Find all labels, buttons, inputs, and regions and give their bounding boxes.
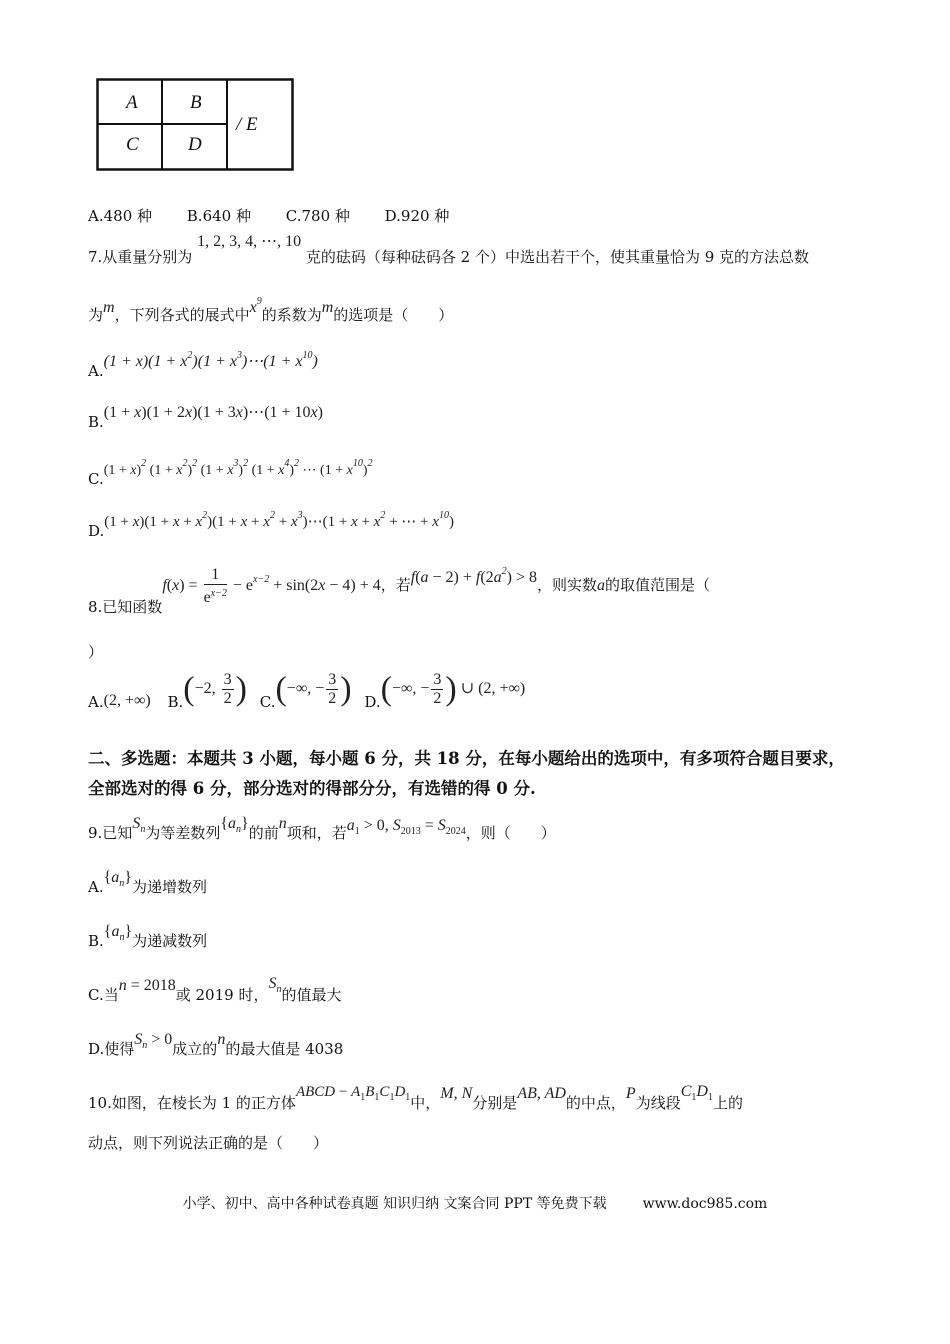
- q8-option-a-label: A.: [88, 692, 104, 711]
- q7-option-c: [88, 458, 373, 488]
- q7-weights: 1, 2, 3, 4, ⋯, 10: [197, 233, 302, 250]
- q7-text-expand: ，下列各式的展式中: [114, 306, 250, 324]
- q7-option-a: [88, 350, 318, 380]
- q8-option-b-expr: (−2, $\frac{3}{2}$ ): [183, 670, 247, 707]
- q9-text-2: 的前: [248, 824, 279, 842]
- q7-option-b: [88, 402, 323, 431]
- q10-AB-AD: AB, AD: [517, 1085, 566, 1102]
- q7-option-d-expr: $(1 + x)(1 + x + x^2)(1 + x + x^2$ + $x^3)\cdots(1 + x + x^2$ + ⋯ + $x^{10}$): [104, 510, 454, 530]
- q9-option-a-set: $\{a_n\}$: [103, 869, 132, 889]
- q7-stem-line1: [88, 233, 810, 267]
- q9-option-d-n: n: [217, 1031, 226, 1048]
- q8-option-d-expr: (−∞, − $\frac{3}{2}$ ) ∪ (2, +∞): [380, 670, 526, 707]
- q7-option-c-expr: $(1 + x)^2$ $(1 + x^2)^2$ $(1 + x^3)^2$ $(1 + x^4)^2$ ⋯ $(1 + x^{10})^2$: [103, 458, 373, 478]
- q9-option-b-label: B.: [88, 932, 104, 950]
- page-footer: [0, 1193, 950, 1213]
- q9-option-a: [88, 869, 207, 899]
- q9-option-a-text: 为递增数列: [131, 878, 207, 896]
- q8-var-a: a: [597, 577, 606, 595]
- q7-var-x: x: [249, 299, 257, 316]
- q8-function-expr: f(x) = $\frac{1}{e^{x-2}}$ − $e^{x-2} + \sin(2x - 4) + 4$: [162, 566, 381, 606]
- q8-stem: [88, 566, 711, 617]
- q9-option-b-set: $\{a_n\}$: [103, 923, 133, 943]
- q9-option-d: [88, 1031, 344, 1061]
- q8-option-a-expr: (2, +∞): [103, 691, 151, 709]
- q10-P: P: [625, 1085, 636, 1102]
- q9-option-c-Sn: $S_n$: [268, 975, 282, 995]
- q7-stem-line2: [88, 296, 454, 325]
- q6-option-a: A.480 种: [88, 207, 152, 225]
- q8-tail2: 的取值范围是（: [605, 576, 711, 595]
- q9-option-c-pre: C.当: [88, 986, 119, 1004]
- figure-cell-b: B: [190, 92, 202, 113]
- q9-prefix: 9.已知: [88, 824, 133, 842]
- q9-stem: [88, 815, 556, 845]
- q9-option-d-pre: D.使得: [88, 1040, 135, 1058]
- q9-option-c-end: 的值最大: [281, 986, 342, 1004]
- q8-option-c-expr: (−∞, − $\frac{3}{2}$ ): [275, 670, 352, 707]
- q10-text-2: 分别是: [472, 1094, 518, 1112]
- q10-MN: M, N: [440, 1085, 473, 1102]
- q7-text-coef: 的系数为: [261, 306, 322, 324]
- q9-option-d-end: 的最大值是 4038: [225, 1040, 344, 1058]
- q7-option-b-label: B.: [88, 413, 104, 431]
- figure-cell-e: / E: [236, 114, 258, 135]
- q7-exp9: 9: [256, 296, 262, 307]
- q10-cube: ABCD − $A_1B_1C_1D_1$: [295, 1084, 411, 1103]
- q8-tail: ，则实数: [537, 576, 598, 595]
- q9-text-4: ，则（ ）: [465, 824, 556, 842]
- q9-Sn: $S_n$: [132, 815, 146, 835]
- q9-option-c-expr: n = 2018: [118, 977, 176, 994]
- figure-cell-a: A: [126, 92, 138, 113]
- q6-option-d: D.920 种: [384, 207, 450, 225]
- q10-prefix: 10.如图，在棱长为 1 的正方体: [88, 1094, 296, 1112]
- q9-option-a-label: A.: [88, 878, 104, 896]
- figure-cell-c: C: [126, 134, 139, 155]
- q9-var-n: n: [278, 815, 287, 832]
- q7-stem-mid: 克的砝码（每种砝码各 2 个）中选出若干个，使其重量恰为 9 克的方法总数: [305, 248, 810, 266]
- q10-text-5: 上的: [712, 1094, 743, 1112]
- q9-option-d-expr: $S_n > 0$: [134, 1031, 173, 1051]
- q10-text-3: 的中点，: [565, 1094, 626, 1112]
- q9-option-d-mid: 成立的: [172, 1040, 218, 1058]
- q9-option-c: [88, 975, 342, 1007]
- q7-text-tail: 的选项是（ ）: [333, 306, 454, 324]
- q6-options: [88, 205, 449, 226]
- q9-text-1: 为等差数列: [145, 824, 221, 842]
- q7-option-a-expr: $(1 + x)(1 + x^2)(1$ + $x^3)\cdots(1 + x^{10})$: [103, 350, 318, 370]
- q7-option-d-label: D.: [88, 522, 105, 540]
- figure-cell-d: D: [188, 134, 202, 155]
- q7-prefix: 7.从重量分别为: [88, 248, 193, 266]
- q7-text-wei: 为: [88, 306, 104, 324]
- q8-close: ）: [88, 643, 104, 661]
- q7-option-d: [88, 510, 454, 540]
- q9-option-b: [88, 923, 208, 953]
- q10-C1D1: $C_1D_1$: [680, 1083, 713, 1103]
- q6-option-c: C.780 种: [285, 207, 350, 225]
- q10-text-1: 中，: [410, 1094, 441, 1112]
- q6-option-b: B.640 种: [186, 207, 251, 225]
- q9-option-b-text: 为递减数列: [132, 932, 208, 950]
- q8-prefix: 8.已知函数: [88, 598, 163, 617]
- q8-option-b-label: B.: [167, 692, 184, 711]
- footer-url[interactable]: www.doc985.com: [642, 1196, 768, 1212]
- q8-option-c-label: C.: [259, 692, 276, 711]
- q9-option-c-mid: 或 2019 时，: [175, 986, 269, 1004]
- q7-option-a-label: A.: [88, 362, 104, 380]
- q9-an-set: $\{a_n\}$: [220, 815, 249, 835]
- q10-stem-line1: [88, 1083, 743, 1115]
- q10-text-4: 为线段: [635, 1094, 681, 1112]
- q8-condition: $f(a - 2) + f(2a^2) > 8$: [410, 566, 538, 587]
- q8-cond-text: ，若: [380, 576, 411, 595]
- q8-options: [88, 670, 526, 711]
- section-2-heading: 二、多选题：本题共 3 小题，每小题 6 分，共 18 分，在每小题给出的选项中，有多项符合题目要求，全部选对的得 6 分，部分选对的得部分分，有选错的得 0 分.: [88, 749, 845, 798]
- q7-option-b-expr: (1 + x)(1 + 2x)(1 + 3x)⋯(1 + 10x): [103, 404, 323, 421]
- q7-var-m: m: [103, 299, 115, 316]
- footer-text: 小学、初中、高中各种试卷真题 知识归纳 文案合同 PPT 等免费下载: [182, 1196, 607, 1212]
- q9-condition: $a_1 > 0$, $S_{2013} = S_{2024}$: [346, 817, 466, 837]
- q10-stem-line2: 动点，则下列说法正确的是（ ）: [88, 1134, 329, 1152]
- q8-option-d-label: D.: [364, 692, 381, 711]
- q7-var-m-2: m: [321, 299, 334, 316]
- q7-option-c-label: C.: [88, 470, 104, 488]
- q9-text-3: 项和，若: [286, 824, 347, 842]
- q7-x9: [249, 296, 262, 316]
